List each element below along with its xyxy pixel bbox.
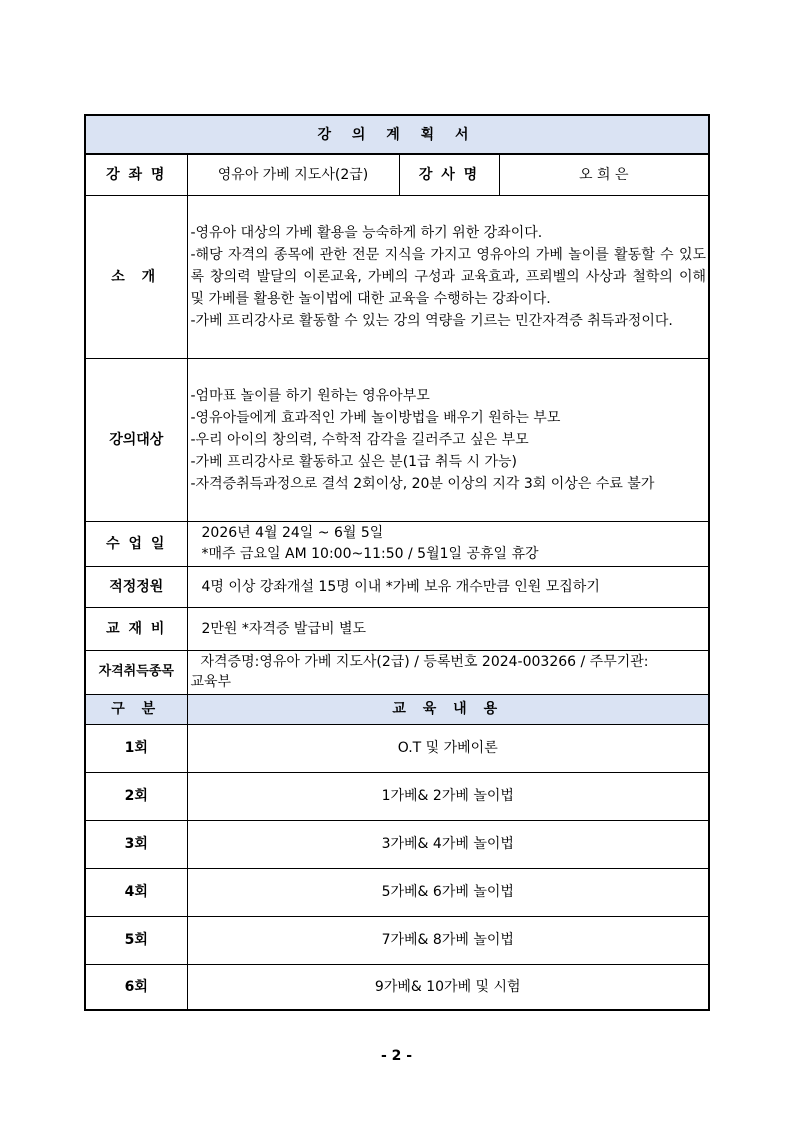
intro-line: -해당 자격의 종목에 관한 전문 지식을 가지고 영유아의 가베 놀이를 활동할 수 있도록 창의력 발달의 이론교육, 가베의 구성과 교육효과, 프뢰벨의 사상과 철학의 이해 및 가베를 활용한 놀이법에 대한 교육을 수행하는 강좌이다. bbox=[190, 246, 706, 307]
capacity-value: 4명 이상 강좌개설 15명 이내 *가베 보유 개수만큼 인원 모집하기 bbox=[187, 566, 709, 607]
instructor-value: 오 희 은 bbox=[499, 154, 709, 195]
table-row bbox=[85, 724, 709, 772]
session-number: 6회 bbox=[85, 964, 187, 1010]
schedule-dates: 2026년 4월 24일 ~ 6월 5일 bbox=[201, 524, 384, 541]
table-row bbox=[85, 772, 709, 820]
session-number: 4회 bbox=[85, 868, 187, 916]
certificate-content bbox=[187, 650, 709, 694]
session-content: 7가베& 8가베 놀이법 bbox=[187, 916, 709, 964]
document-title: 강 의 계 획 서 bbox=[85, 115, 709, 154]
session-content: 3가베& 4가베 놀이법 bbox=[187, 820, 709, 868]
target-content bbox=[187, 358, 709, 521]
lecture-plan-table bbox=[84, 114, 710, 1011]
intro-line: -영유아 대상의 가베 활용을 능숙하게 하기 위한 강좌이다. bbox=[190, 224, 543, 241]
target-line: -영유아들에게 효과적인 가베 놀이방법을 배우기 원하는 부모 bbox=[190, 409, 561, 426]
materials-value: 2만원 *자격증 발급비 별도 bbox=[187, 607, 709, 650]
schedule-time: *매주 금요일 AM 10:00~11:50 / 5월1일 공휴일 휴강 bbox=[201, 545, 539, 562]
certificate-label: 자격취득종목 bbox=[85, 650, 187, 694]
intro-line: -가베 프리강사로 활동할 수 있는 강의 역량을 기르는 민간자격증 취득과정이다. bbox=[190, 312, 673, 329]
session-content: 9가베& 10가베 및 시험 bbox=[187, 964, 709, 1010]
intro-label: 소 개 bbox=[85, 195, 187, 358]
session-content: 1가베& 2가베 놀이법 bbox=[187, 772, 709, 820]
target-line: -가베 프리강사로 활동하고 싶은 분(1급 취득 시 가능) bbox=[190, 453, 518, 470]
session-content: 5가베& 6가베 놀이법 bbox=[187, 868, 709, 916]
table-row bbox=[85, 964, 709, 1010]
table-row bbox=[85, 820, 709, 868]
capacity-label: 적정정원 bbox=[85, 566, 187, 607]
materials-label: 교 재 비 bbox=[85, 607, 187, 650]
table-row bbox=[85, 916, 709, 964]
schedule-label: 수 업 일 bbox=[85, 521, 187, 566]
target-line: -엄마표 놀이를 하기 원하는 영유아부모 bbox=[190, 387, 430, 404]
page-number: - 2 - bbox=[380, 1048, 413, 1064]
curriculum-session-header: 구 분 bbox=[85, 694, 187, 724]
session-number: 3회 bbox=[85, 820, 187, 868]
session-number: 5회 bbox=[85, 916, 187, 964]
schedule-content bbox=[187, 521, 709, 566]
course-name-value: 영유아 가베 지도사(2급) bbox=[187, 154, 399, 195]
target-line: -우리 아이의 창의력, 수학적 감각을 길러주고 싶은 부모 bbox=[190, 431, 529, 448]
certificate-line: 교육부 bbox=[190, 674, 232, 690]
course-name-label: 강 좌 명 bbox=[85, 154, 187, 195]
intro-content bbox=[187, 195, 709, 358]
instructor-label: 강 사 명 bbox=[399, 154, 499, 195]
session-number: 2회 bbox=[85, 772, 187, 820]
session-number: 1회 bbox=[85, 724, 187, 772]
target-label: 강의대상 bbox=[85, 358, 187, 521]
certificate-line: 자격증명:영유아 가베 지도사(2급) / 등록번호 2024-003266 / 주무기관: bbox=[200, 654, 649, 670]
table-row bbox=[85, 868, 709, 916]
curriculum-content-header: 교 육 내 용 bbox=[187, 694, 709, 724]
target-line: -자격증취득과정으로 결석 2회이상, 20분 이상의 지각 3회 이상은 수료 불가 bbox=[190, 475, 655, 492]
session-content: O.T 및 가베이론 bbox=[187, 724, 709, 772]
